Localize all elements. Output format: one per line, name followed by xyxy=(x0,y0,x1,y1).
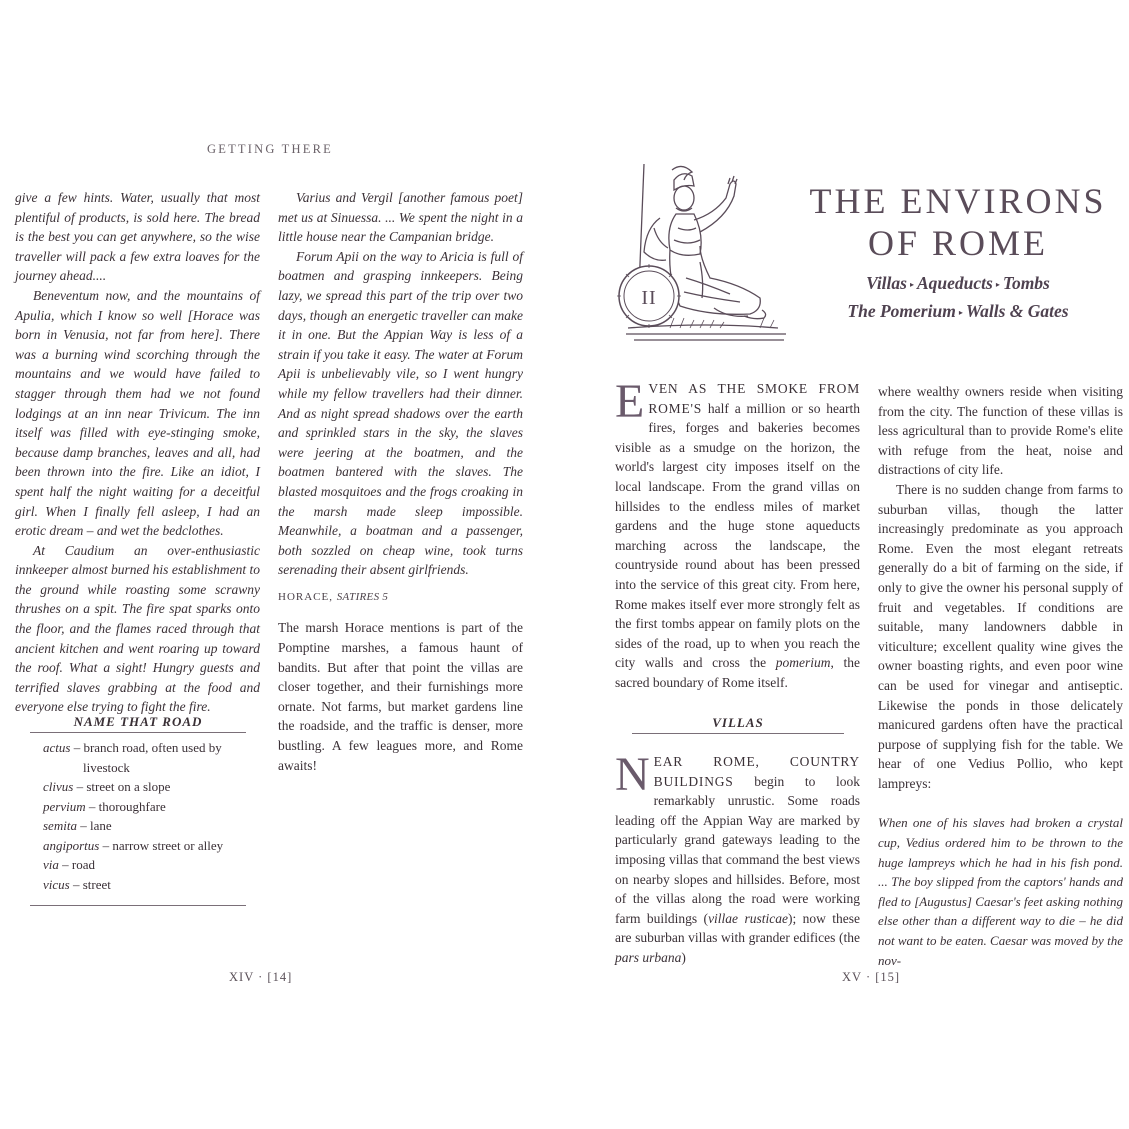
chapter-title-line: OF ROME xyxy=(867,223,1049,263)
chapter-subtitle xyxy=(800,270,1116,326)
paragraph: At Caudium an over-enthusiastic innkeeper almost burned his establishment to the ground while roasting some scrawny thrushes on a spit. The fire spat sparks onto the floor, and the flames raced through that ancient kitchen and went roaring up toward the roof. What a sight! Hungry guests and terrified slaves grabbing at the food and everyone else trying to fight the fire. xyxy=(15,542,260,715)
drop-cap: N xyxy=(615,748,650,801)
paragraph: There is no sudden change from farms to suburban villas, though the latter increasingly predominate as you approach Rome. Even the most elegant retreats generally do a bit of farming on the side, if only to give the owner his personal supply of fruit and vegetables. If conditions are suitable, many landowners dabble in viticulture; excellent quality wine gives the owner boasting rights, and even poor wine can be used for vinegar and antiseptic. Likewise the ponds in those delicately manicured gardens often have the practical purpose of supplying fish for the table. We hear of one Vedius Pollio, who kept lampreys: xyxy=(878,481,1123,791)
list-item: semita – lane xyxy=(43,818,112,833)
drop-cap: E xyxy=(615,375,645,428)
list-item: clivus – street on a slope xyxy=(43,779,171,794)
paragraph: Varius and Vergil [another famous poet] met us at Sinuessa. ... We spent the night in a little house near the Campanian bridge. xyxy=(278,190,523,245)
page-number-right: XV · [15] xyxy=(842,970,901,984)
glossary-list xyxy=(43,738,253,894)
list-item: vicus – street xyxy=(43,876,111,892)
list-item: actus – branch road, often used by livestock xyxy=(43,740,222,775)
citation-author: HORACE, xyxy=(278,590,333,603)
glossary-top-rule xyxy=(30,732,246,733)
citation xyxy=(278,588,523,608)
glossary-bottom-rule xyxy=(30,905,246,906)
running-header: GETTING THERE xyxy=(207,142,333,156)
paragraph: give a few hints. Water, usually that most plentiful of products, is sold here. The bread is the best you can get anywhere, so the wise traveller will pack a few extra loaves for the journey ahead.... xyxy=(15,190,260,284)
right-page-column-1-continued xyxy=(615,748,860,968)
chapter-number: II xyxy=(641,287,657,309)
list-item: pervium – thoroughfare xyxy=(43,798,166,814)
list-item: angiportus – narrow street or alley xyxy=(43,837,224,853)
list-item: via – road xyxy=(43,857,95,872)
block-quote: When one of his slaves had broken a crystal cup, Vedius ordered him to be thrown to the huge lampreys which he had in his fish pond. ... The boy slipped from the captors' hands and fled to [Augustus] Caesar's feet asking nothing else other than a different way to die – he did not want to be eaten. Caesar was moved by the nov- xyxy=(878,815,1123,968)
paragraph: where wealthy owners reside when visiting from the city. The function of these villas is less agricultural than to provide Rome's elite with refuge from the heat, noise and distractions of city life. xyxy=(878,384,1123,478)
chapter-title-line: THE ENVIRONS xyxy=(809,181,1107,221)
right-page-column-2 xyxy=(878,382,1123,970)
paragraph: Beneventum now, and the mountains of Apulia, which I know so well [Horace was born in Venusia, not far from here]. There was a burning wind scorching through the mountains and we would have failed to stagger through them had we not found lodgings at an inn near Trivicum. The inn itself was filled with eye-stinging smoke, because damp branches, leaves and all, had been thrown into the fire. Like an idiot, I spent half the night waiting for a deceitful girl. When I finally fell asleep, I had an erotic dream – and wet the bedclothes. xyxy=(15,287,260,539)
left-page-column-1 xyxy=(15,188,260,717)
chapter-title xyxy=(775,180,1129,264)
paragraph: EVEN AS THE SMOKE FROM ROME'S half a million or so hearth fires, forges and bakeries becomes visible as a smudge on the horizon, the world's largest city imposes itself on the local landscape. From the grand villas on hillsides to the endless miles of market gardens and the huge stone aqueducts marching across the landscape, the countryside round about has been pressed into the service of this great city. From here, Rome makes itself ever more strongly felt as the first tombs appear on family plots on the sides of the road, up to when you reach the city walls and cross the pomerium, the sacred boundary of Rome itself. xyxy=(615,375,860,690)
page-number-left: XIV · [14] xyxy=(229,970,293,984)
section-rule xyxy=(632,733,844,734)
citation-work: SATIRES 5 xyxy=(336,590,389,603)
left-page-column-2 xyxy=(278,188,523,775)
section-heading-villas: VILLAS xyxy=(712,715,764,730)
subtitle-line: Villas ▸ Aqueducts ▸ Tombs xyxy=(866,273,1050,293)
right-page-column-1 xyxy=(615,375,860,693)
subtitle-line: The Pomerium ▸ Walls & Gates xyxy=(847,301,1069,321)
glossary-title: NAME THAT ROAD xyxy=(73,714,203,729)
roma-figure-illustration xyxy=(614,158,799,348)
paragraph: The marsh Horace mentions is part of the Pomptine marshes, a famous haunt of bandits. But after that point the villas are closer together, and their furnishings more ornate. Not farms, but market gardens line the roadside, and the traffic is denser, more bustling. A few leagues more, and Rome awaits! xyxy=(278,620,523,773)
paragraph: NEAR ROME, COUNTRY BUILDINGS begin to look remarkably unrustic. Some roads leading off the Appian Way are marked by particularly grand gateways leading to the imposing villas that command the best views on nearby slopes and hillsides. Before, most of the villas along the road were working farm buildings (villae rusticae); now these are suburban villas with grander edifices (the pars urbana) xyxy=(615,748,860,965)
paragraph: Forum Apii on the way to Aricia is full of boatmen and grasping innkeepers. Being lazy, we spread this part of the trip over two days, though an energetic traveller can make it in one. But the Appian Way is less of a strain if you take it easy. The water at Forum Apii is unbelievably vile, so I went hungry while my fellow travellers had their dinner. And as night spread shadows over the earth and sprinkled stars in the sky, the slaves were jeering at the boatmen, and the boatmen bantered with the slaves. The blasted mosquitoes and the frogs croaking in the marsh made sleep impossible. Meanwhile, a boatman and a passenger, both sozzled on cheap wine, took turns serenading their absent girlfriends. xyxy=(278,248,523,578)
